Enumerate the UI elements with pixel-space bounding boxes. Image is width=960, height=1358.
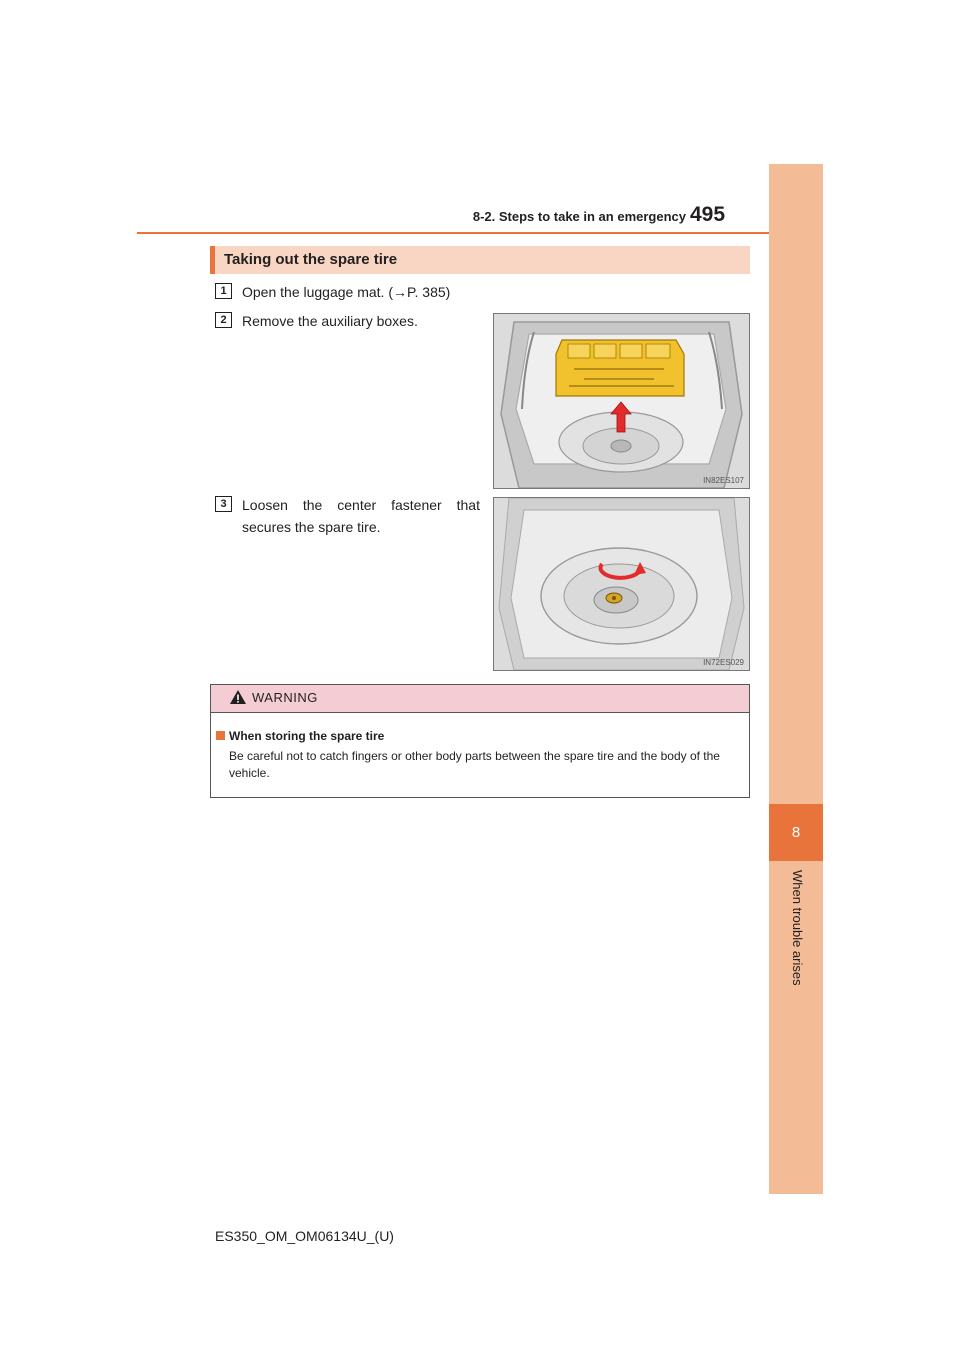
chapter-title: When trouble arises	[790, 870, 805, 986]
illustration-code: IN82ES107	[703, 476, 744, 485]
step-number-3	[215, 496, 232, 512]
step-3-text: Loosen the center fastener that secures the spare tire.	[242, 497, 480, 535]
warning-triangle-icon	[229, 689, 247, 705]
chapter-number: 8	[791, 824, 801, 841]
chapter-number-tab[interactable]	[769, 804, 823, 861]
page-number: 495	[690, 203, 726, 226]
chapter-side-tab	[769, 164, 823, 1194]
warning-label: WARNING	[252, 690, 318, 705]
header-rule	[137, 232, 823, 234]
illustration-code: IN72ES029	[703, 658, 744, 667]
step-number-label: 1	[220, 285, 227, 297]
spare-tire-fastener-illustration	[493, 497, 750, 671]
document-code: ES350_OM_OM06134U_(U)	[215, 1228, 394, 1244]
trunk-auxiliary-boxes-illustration	[493, 313, 750, 489]
step-number-label: 3	[220, 498, 227, 510]
step-2-text: Remove the auxiliary boxes.	[242, 313, 418, 329]
section-heading-bar	[210, 246, 215, 274]
section-title: Taking out the spare tire	[224, 251, 398, 268]
warning-item-title: When storing the spare tire	[229, 729, 385, 743]
step-1-text: Open the luggage mat. (→P. 385)	[242, 284, 451, 300]
step-number-1	[215, 283, 232, 299]
header-section-title: 8-2. Steps to take in an emergency	[472, 209, 686, 224]
step-number-2	[215, 312, 232, 328]
square-bullet-icon	[216, 731, 225, 740]
warning-item-text: Be careful not to catch fingers or other body parts between the spare tire and the body of the vehicle.	[229, 749, 720, 780]
step-number-label: 2	[220, 314, 227, 326]
